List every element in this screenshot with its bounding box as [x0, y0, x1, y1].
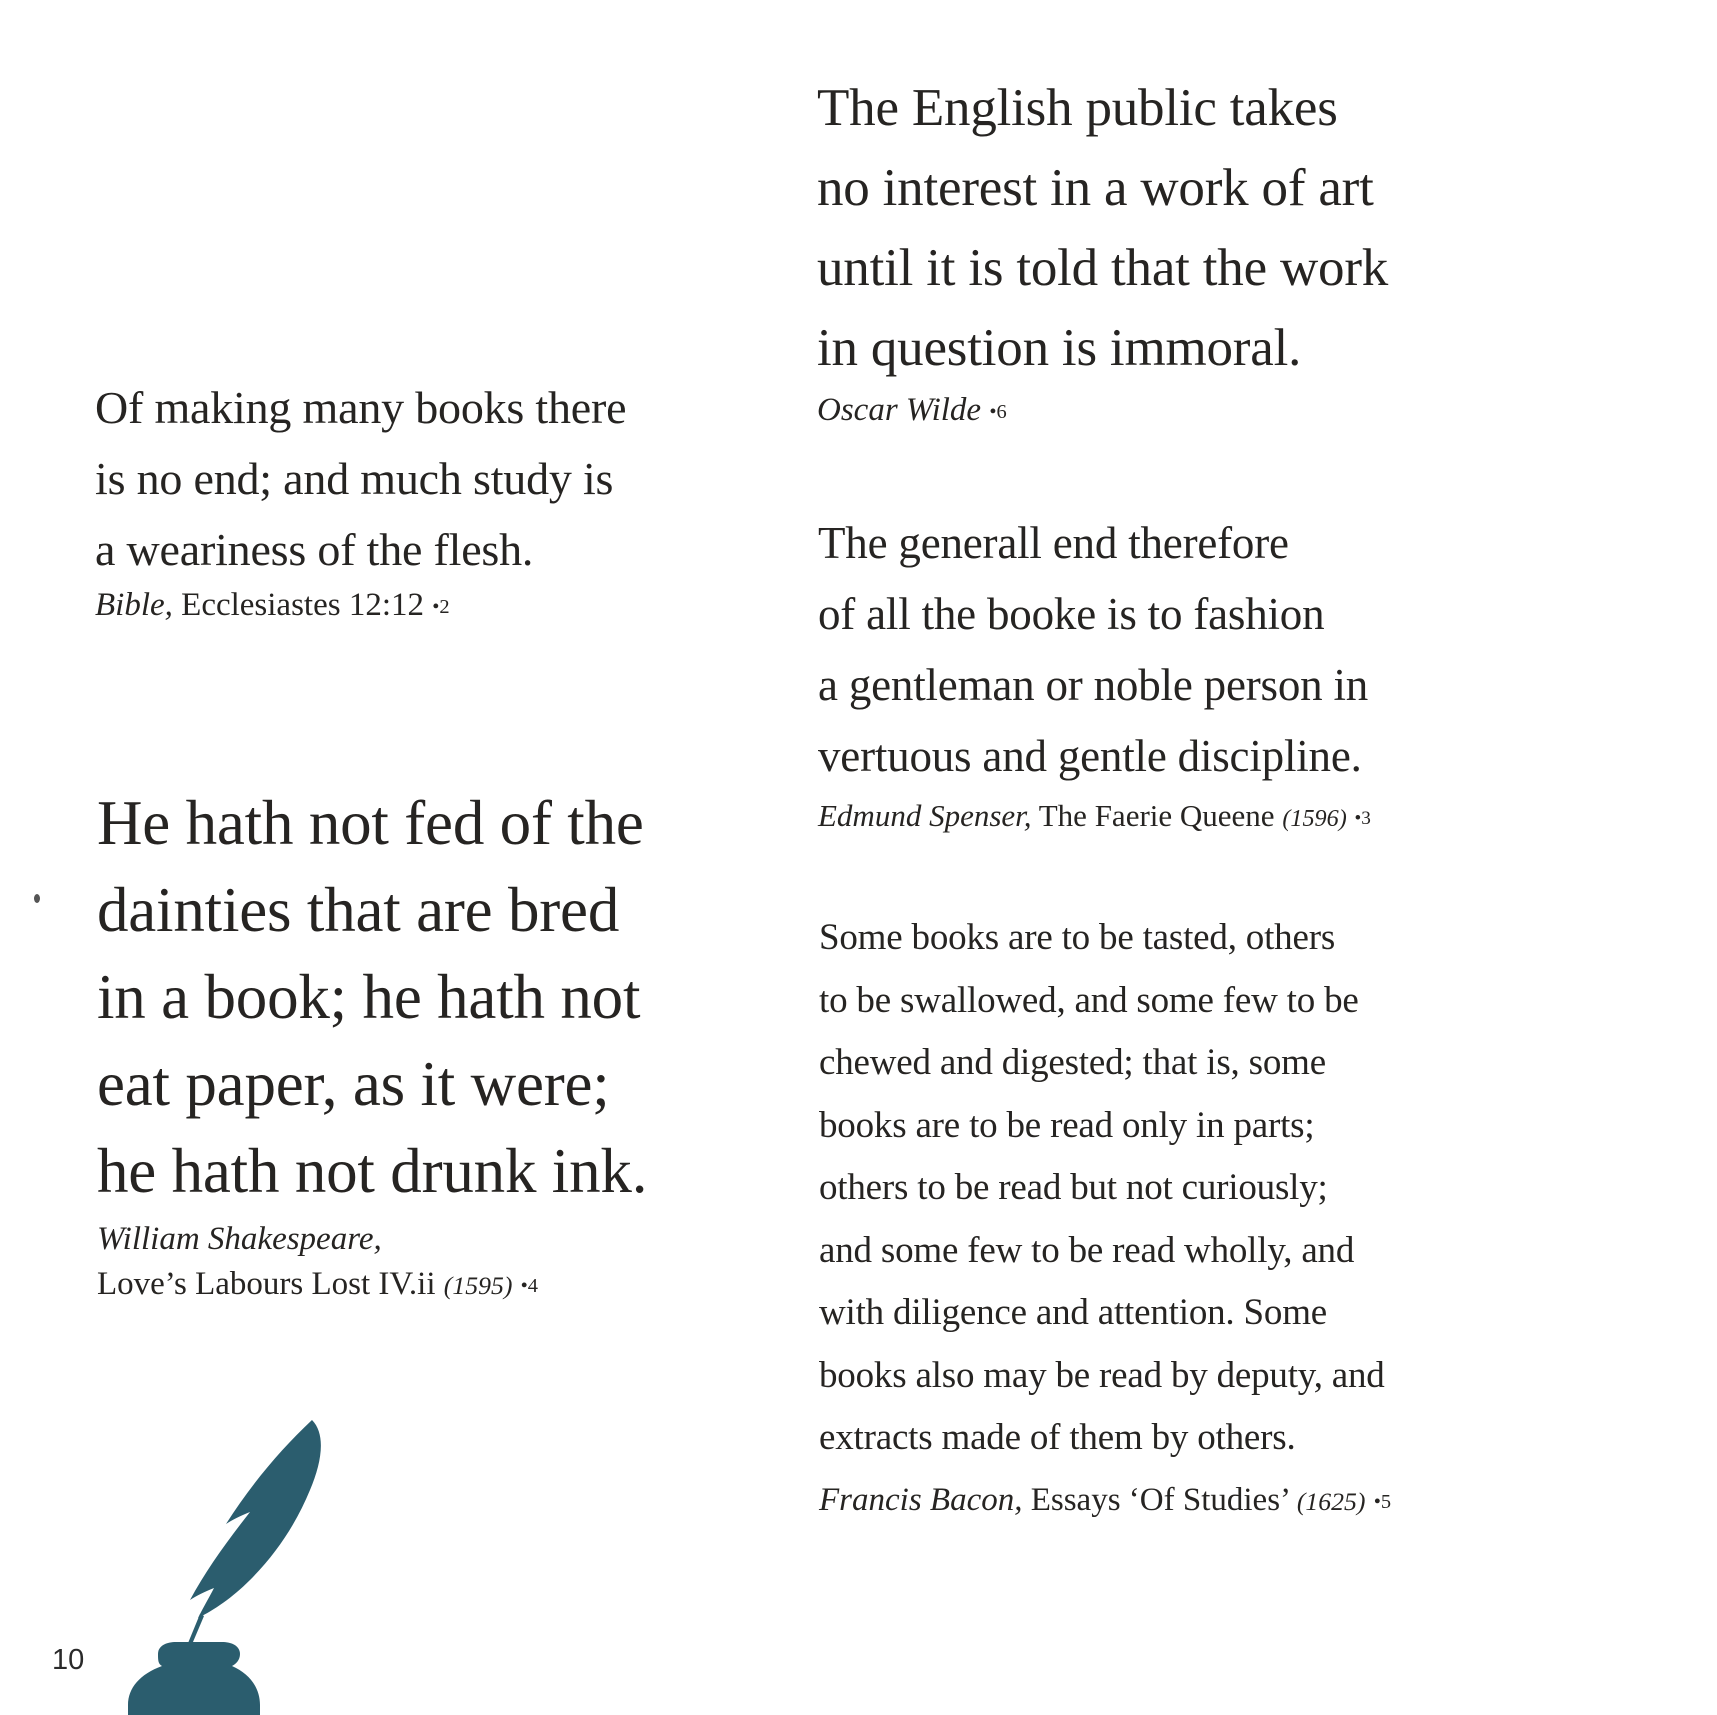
note-marker: •2	[432, 595, 450, 618]
quote-line: a gentleman or noble person in	[818, 660, 1369, 710]
work-title: Ecclesiastes 12:12	[181, 587, 424, 623]
quote-line: The English public takes	[817, 79, 1338, 137]
quote-line: dainties that are bred	[97, 875, 620, 945]
year: (1596)	[1282, 805, 1347, 832]
quote-line: no interest in a work of art	[817, 159, 1374, 217]
quote-line: vertuous and gentle discipline.	[818, 731, 1362, 781]
quote-line: of all the booke is to fashion	[818, 589, 1325, 639]
note-marker: •3	[1354, 808, 1371, 830]
work-title: Love’s Labours Lost IV.ii	[97, 1266, 436, 1302]
quote-attribution	[819, 1482, 1519, 1519]
quote-line: chewed and digested; that is, some	[819, 1042, 1326, 1083]
work-title: The Faerie Queene	[1038, 798, 1275, 833]
quote-wilde	[817, 68, 1517, 429]
quote-text	[819, 907, 1519, 1470]
quote-line: is no end; and much study is	[95, 453, 614, 504]
quote-bacon	[819, 907, 1519, 1519]
quote-line: with diligence and attention. Some	[819, 1292, 1328, 1333]
note-marker: •5	[1373, 1490, 1392, 1513]
author: Edmund Spenser,	[818, 798, 1032, 833]
quote-line: to be swallowed, and some few to be	[819, 979, 1359, 1021]
quote-line: in a book; he hath not	[97, 962, 641, 1032]
quote-line: others to be read but not curiously;	[819, 1167, 1328, 1208]
author: William Shakespeare,	[97, 1221, 382, 1257]
page-number: 10	[52, 1644, 85, 1676]
quote-attribution	[818, 798, 1518, 834]
quote-attribution	[817, 392, 1517, 429]
note-marker: •6	[989, 400, 1007, 423]
quote-line: books are to be read only in parts;	[819, 1104, 1315, 1146]
quote-line: and some few to be read wholly, and	[819, 1229, 1355, 1271]
author: Bible,	[95, 587, 173, 623]
quote-text	[97, 780, 777, 1215]
note-marker: •4	[520, 1274, 539, 1297]
quote-line: The generall end therefore	[818, 518, 1289, 568]
quote-line: He hath not fed of the	[97, 788, 644, 858]
quote-ecclesiastes	[95, 372, 735, 624]
quote-shakespeare	[97, 780, 777, 1309]
author: Francis Bacon,	[819, 1481, 1023, 1518]
quote-line: books also may be read by deputy, and	[819, 1354, 1385, 1396]
quote-line: extracts made of them by others.	[819, 1417, 1296, 1458]
quote-line: he hath not drunk ink.	[97, 1136, 648, 1206]
quote-text	[818, 508, 1518, 792]
quote-line: eat paper, as it were;	[97, 1049, 610, 1119]
author: Oscar Wilde	[817, 392, 982, 428]
quote-text	[95, 372, 735, 585]
quote-line: in question is immoral.	[817, 319, 1302, 377]
quote-attribution	[95, 587, 735, 624]
quote-line: a weariness of the flesh.	[95, 524, 534, 575]
year: (1625)	[1296, 1486, 1366, 1516]
year: (1595)	[443, 1271, 513, 1300]
quote-line: Of making many books there	[95, 382, 627, 433]
quote-line: until it is told that the work	[817, 239, 1389, 297]
quill-and-inkpot-icon	[100, 1420, 340, 1715]
quote-line: Some books are to be tasted, others	[819, 917, 1336, 958]
ink-speck	[34, 894, 40, 903]
quote-text	[817, 68, 1517, 388]
work-title: Essays ‘Of Studies’	[1030, 1481, 1289, 1518]
quote-attribution	[97, 1217, 777, 1309]
quote-spenser	[818, 508, 1518, 834]
